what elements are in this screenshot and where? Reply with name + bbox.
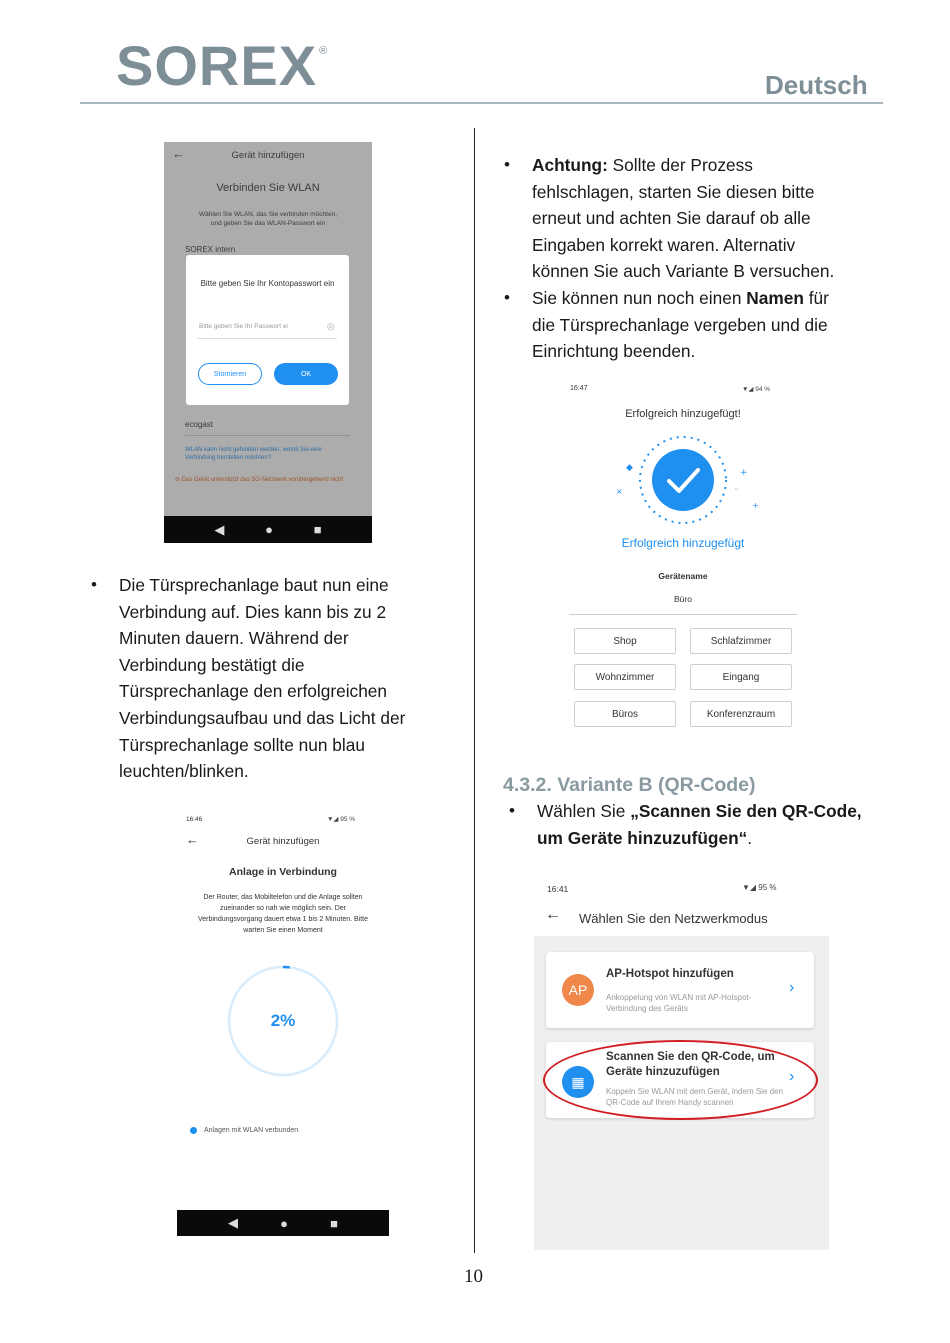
cancel-button[interactable]: Stornieren [198,363,262,385]
bullet-connecting: • Die Türsprechanlage baut nun eine Verbindung auf. Dies kann bis zu 2 Minuten dauern. Während der Verbindung bestätigt die Türsprechanlage den erfolgreichen Verbindungsaufbau und das Licht der Türsprechanlage sollte nun blau leuchten/blinken. [91,572,436,785]
option-description: Koppeln Sie WLAN mit dem Gerät, indem Sie den QR-Code auf Ihrem Handy scannen [606,1087,783,1107]
column-divider [474,128,475,1253]
status-icons: ▼◢ 95 % [742,883,777,892]
checkmark-icon [616,430,759,530]
back-arrow-icon[interactable]: ← [545,906,561,923]
svg-text:◦: ◦ [734,485,739,494]
name-suggestion-chip[interactable]: Eingang [690,664,792,690]
section-heading: 4.3.2. Variante B (QR-Code) [503,774,756,796]
nav-back-icon[interactable]: ◀ [228,1215,239,1230]
screen-title: Wählen Sie den Netzwerkmodus [579,911,768,926]
network-item[interactable]: ecogast [185,420,214,429]
svg-text:+: + [752,501,759,510]
screenshot-connecting [177,810,389,1236]
bullet-scan-qr: • Wählen Sie „Scannen Sie den QR-Code, um Geräte hinzuzufügen“. [509,798,869,851]
ap-badge-icon: AP [562,974,594,1006]
bullet-attention: • Achtung: Sollte der Prozess fehlschlagen, starten Sie diesen bitte erneut und achten Sie darauf ob alle Eingaben korrekt waren. Alternativ können Sie auch Variante B versuchen. [504,152,849,285]
name-suggestion-chip[interactable]: Schlafzimmer [690,628,792,654]
android-nav-bar [164,516,372,543]
option-description: Ankoppelung von WLAN mit AP-Hotspot-Verbindung des Geräts [606,993,752,1013]
ok-button[interactable]: OK [274,363,338,385]
android-nav-bar [177,1210,389,1236]
screen-title: Gerät hinzufügen [231,150,305,161]
device-name-input[interactable]: Büro [674,594,692,604]
svg-text:×: × [616,487,623,496]
screenshot-success [566,382,800,734]
qr-code-icon: ▦ [562,1066,594,1098]
status-icons: ▼◢ 95 % [327,816,356,823]
network-item[interactable]: SOREX intern [185,245,236,254]
device-name-label: Gerätename [658,571,708,581]
nav-home-icon[interactable]: ● [280,1215,288,1231]
success-status: Erfolgreich hinzugefügt [621,536,745,550]
svg-text:◆: ◆ [626,463,633,473]
name-suggestion-chip[interactable]: Büros [574,701,676,727]
chevron-right-icon: › [789,1068,795,1085]
success-title: Erfolgreich hinzugefügt! [625,408,741,420]
status-time: 16:47 [570,385,588,392]
sorex-logo: SOREX ® [116,34,329,97]
name-suggestion-chip[interactable]: Konferenzraum [690,701,792,727]
step-label: Anlagen mit WLAN verbunden [204,1127,299,1134]
back-arrow-icon[interactable]: ← [186,832,199,847]
password-input[interactable]: Bitte geben Sie Ihr Passwort ei [199,323,288,330]
wlan-heading: Verbinden Sie WLAN [216,182,320,194]
status-time: 16:46 [186,816,203,823]
variant-b-bullet-list [509,798,869,851]
back-arrow-icon[interactable]: ← [172,146,185,161]
screen-title: Gerät hinzufügen [246,836,320,847]
option-title: Scannen Sie den QR-Code, um Geräte hinzuzufügen [606,1051,775,1078]
wlan-not-found-link[interactable]: WLAN kann nicht gefunden werden, womit Sie eine Verbindung herstellen möchten? [185,447,322,461]
password-dialog [186,255,349,405]
progress-percent: 2% [270,1011,296,1030]
screenshot-network-mode [534,876,829,1250]
highlight-ellipse [543,1040,818,1120]
status-icons: ▼◢ 94 % [742,386,771,393]
right-bullet-list [504,152,849,365]
eye-icon[interactable]: ◎ [327,321,335,331]
connecting-heading: Anlage in Verbindung [229,866,337,878]
screenshot-wlan-password [164,142,372,543]
name-suggestion-chip[interactable]: Shop [574,628,676,654]
option-ap-hotspot[interactable] [546,952,814,1028]
option-title: AP-Hotspot hinzufügen [606,968,734,980]
left-bullet-list [91,572,436,785]
wlan-instruction: Wählen Sie WLAN, das Sie verbinden möchten, und geben Sie das WLAN-Passwort ein [198,211,337,227]
connecting-description: Der Router, das Mobiltelefon und die Anlage sollten zueinander so nah wie möglich sein. Der Verbindungsvorgang dauert etwa 1 bis 2 Minuten. Bitte warten Sie einen Moment [197,894,369,934]
step-dot-icon [190,1127,197,1134]
svg-text:+: + [740,468,748,478]
language-label: Deutsch [765,70,868,100]
header-rule [80,102,883,104]
page-number: 10 [464,1266,483,1287]
warning-text: ⊘ Das Gerät unterstützt das 5G-Netzwerk vorübergehend nicht [175,477,344,483]
status-time: 16:41 [547,884,569,894]
nav-back-icon[interactable]: ◀ [214,521,225,537]
nav-home-icon[interactable]: ● [265,522,273,537]
chevron-right-icon: › [789,979,795,996]
nav-recent-icon[interactable]: ■ [330,1215,338,1231]
name-suggestion-chip[interactable]: Wohnzimmer [574,664,676,690]
bullet-name: • Sie können nun noch einen Namen für die Türsprechanlage vergeben und die Einrichtung beenden. [504,285,849,365]
nav-recent-icon[interactable]: ■ [313,522,322,537]
dialog-title: Bitte geben Sie Ihr Kontopasswort ein [200,279,335,288]
